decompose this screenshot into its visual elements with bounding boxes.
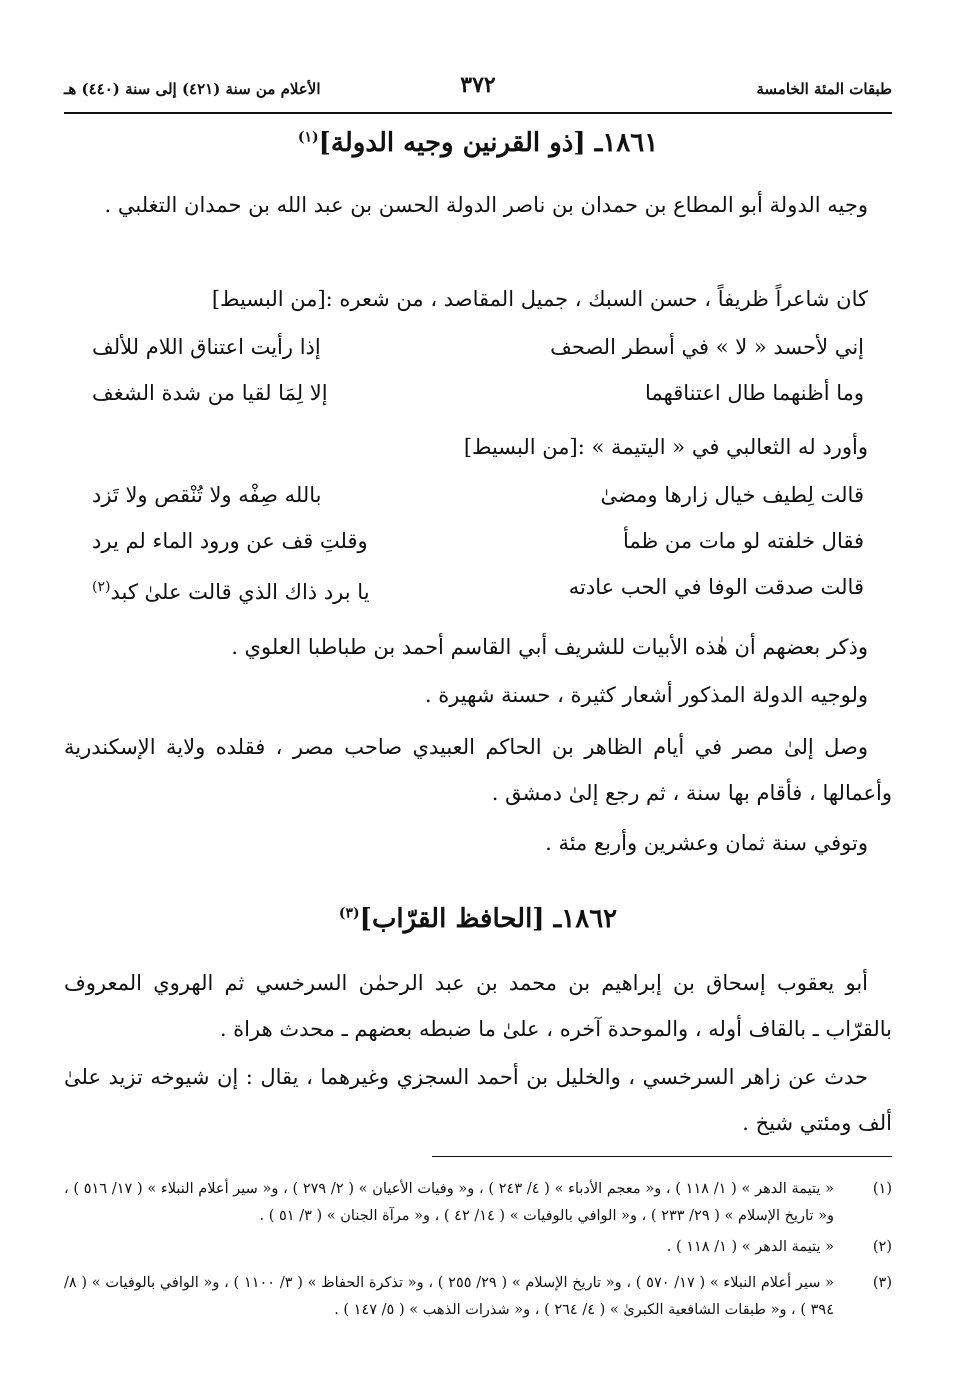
entry-1861-lineage: وجيه الدولة أبو المطاع بن حمدان بن ناصر الدولة الحسن بن عبد الله بن حمدان التغلبي . [104, 193, 868, 217]
footnote [64, 1270, 892, 1324]
verse-first-hemistich: إني لأحسد « لا » في أسطر الصحف [550, 335, 864, 359]
footnote-text: « يتيمة الدهر » ( ١/ ١١٨ ) . [666, 1239, 834, 1255]
footnote-text: « يتيمة الدهر » ( ١/ ١١٨ ) ، و« معجم الأدباء » ( ٤/ ٢٤٣ ) ، و« وفيات الأعيان » ( ٢/ ٢٧٩ ) ، و« سير أعلام النبلاء » ( ١٧/ ٥١٦ ) ، و« تاريخ الإسلام » ( ٢٩/ ٢٣٣ ) ، و« الوافي بالوفيات » ( ١٤/ ٤٢ ) ، و« مرآة الجنان » ( ٣/ ٥١ ) . [64, 1181, 834, 1224]
entry-1862-lineage: أبو يعقوب إسحاق بن إبراهيم بن محمد بن عبد الرحمٰن السرخسي ثم الهروي المعروف بالقرّاب ـ بالقاف أوله ، والموحدة آخره ، علىٰ ما ضبطه بعضهم ـ محدث هراة . [64, 971, 892, 1041]
entry-1862-teachers: حدث عن زاهر السرخسي ، والخليل بن أحمد السجزي وغيرهما ، يقال : إن شيوخه تزيد علىٰ ألف ومئتي شيخ . [64, 1065, 892, 1135]
entry-1861-attribution: وذكر بعضهم أن هٰذه الأبيات للشريف أبي القاسم أحمد بن طباطبا العلوي . [231, 635, 868, 659]
footnote-ref: (١) [297, 129, 319, 146]
footnote-text: « سير أعلام النبلاء » ( ١٧/ ٥٧٠ ) ، و« تاريخ الإسلام » ( ٢٩/ ٢٥٥ ) ، و« تذكرة الحفاظ » ( ٣/ ١١٠٠ ) ، و« الوافي بالوفيات » ( ٨/ ٣٩٤ ) ، و« طبقات الشافعية الكبرىٰ » ( ٤/ ٢٦٤ ) ، و« شذرات الذهب » ( ٥/ ١٤٧ ) . [64, 1275, 834, 1318]
footnote-number: (٢) [872, 1239, 892, 1255]
footnote-number: (١) [872, 1181, 892, 1197]
footnote-number: (٣) [872, 1275, 892, 1291]
entry-1862-title [64, 904, 892, 934]
entry-1861-death: وتوفي سنة ثمان وعشرين وأربع مئة . [545, 831, 868, 855]
footnote-rule [432, 1156, 892, 1157]
verse-second-hemistich: بالله صِفْه ولا تُنْقص ولا تَزد [92, 483, 322, 507]
page-number: ٣٧٢ [460, 72, 496, 98]
verse-first-hemistich: فقال خلفته لو مات من ظمأ [623, 529, 864, 553]
verse-first-hemistich: قالت صدقت الوفا في الحب عادته [568, 575, 864, 599]
poem-verse [64, 518, 892, 564]
verse-second-hemistich [92, 564, 472, 615]
header-section-title: طبقات المئة الخامسة [756, 80, 892, 98]
poem-verse [64, 472, 892, 518]
entry-1861-intro: كان شاعراً ظريفاً ، حسن السبك ، جميل المقاصد ، من شعره :[من البسيط] [211, 287, 868, 311]
verse-first-hemistich: قالت لِطيف خيال زارها ومضىٰ [600, 483, 864, 507]
entry-title-text: ١٨٦١ـ [ذو القرنين وجيه الدولة] [318, 128, 659, 158]
entry-title-text: ١٨٦٢ـ [الحافظ القرّاب] [359, 904, 618, 934]
poem-verse [64, 324, 892, 370]
entry-1861-title [64, 128, 892, 158]
poem-verse [64, 564, 892, 610]
hemistich-text: يا برد ذاك الذي قالت علىٰ كبد [110, 580, 370, 604]
verse-second-hemistich: إلا لِمَا لقيا من شدة الشغف [92, 381, 328, 405]
verse-second-hemistich: إذا رأيت اعتناق اللام للألف [92, 335, 321, 359]
footnote [64, 1234, 892, 1261]
footnote [64, 1176, 892, 1230]
footnote-ref: (٢) [92, 579, 111, 595]
header-rule [64, 112, 892, 114]
entry-1861-poetry-note: ولوجيه الدولة المذكور أشعار كثيرة ، حسنة شهيرة . [424, 683, 868, 707]
entry-1861-yatima-intro: وأورد له الثعالبي في « اليتيمة » :[من البسيط] [463, 435, 868, 459]
entry-1861-biography: وصل إلىٰ مصر في أيام الظاهر بن الحاكم العبيدي صاحب مصر ، فقلده ولاية الإسكندرية وأعمالها ، فأقام بها سنة ، ثم رجع إلىٰ دمشق . [64, 735, 892, 805]
verse-second-hemistich: وقلتِ قف عن ورود الماء لم يرد [92, 529, 368, 553]
verse-first-hemistich: وما أظنهما طال اعتناقهما [645, 381, 864, 405]
poem-verse [64, 370, 892, 416]
footnote-ref: (٣) [338, 905, 360, 922]
running-header [64, 72, 892, 108]
header-date-range: الأعلام من سنة (٤٢١) إلى سنة (٤٤٠) هـ [64, 80, 321, 98]
